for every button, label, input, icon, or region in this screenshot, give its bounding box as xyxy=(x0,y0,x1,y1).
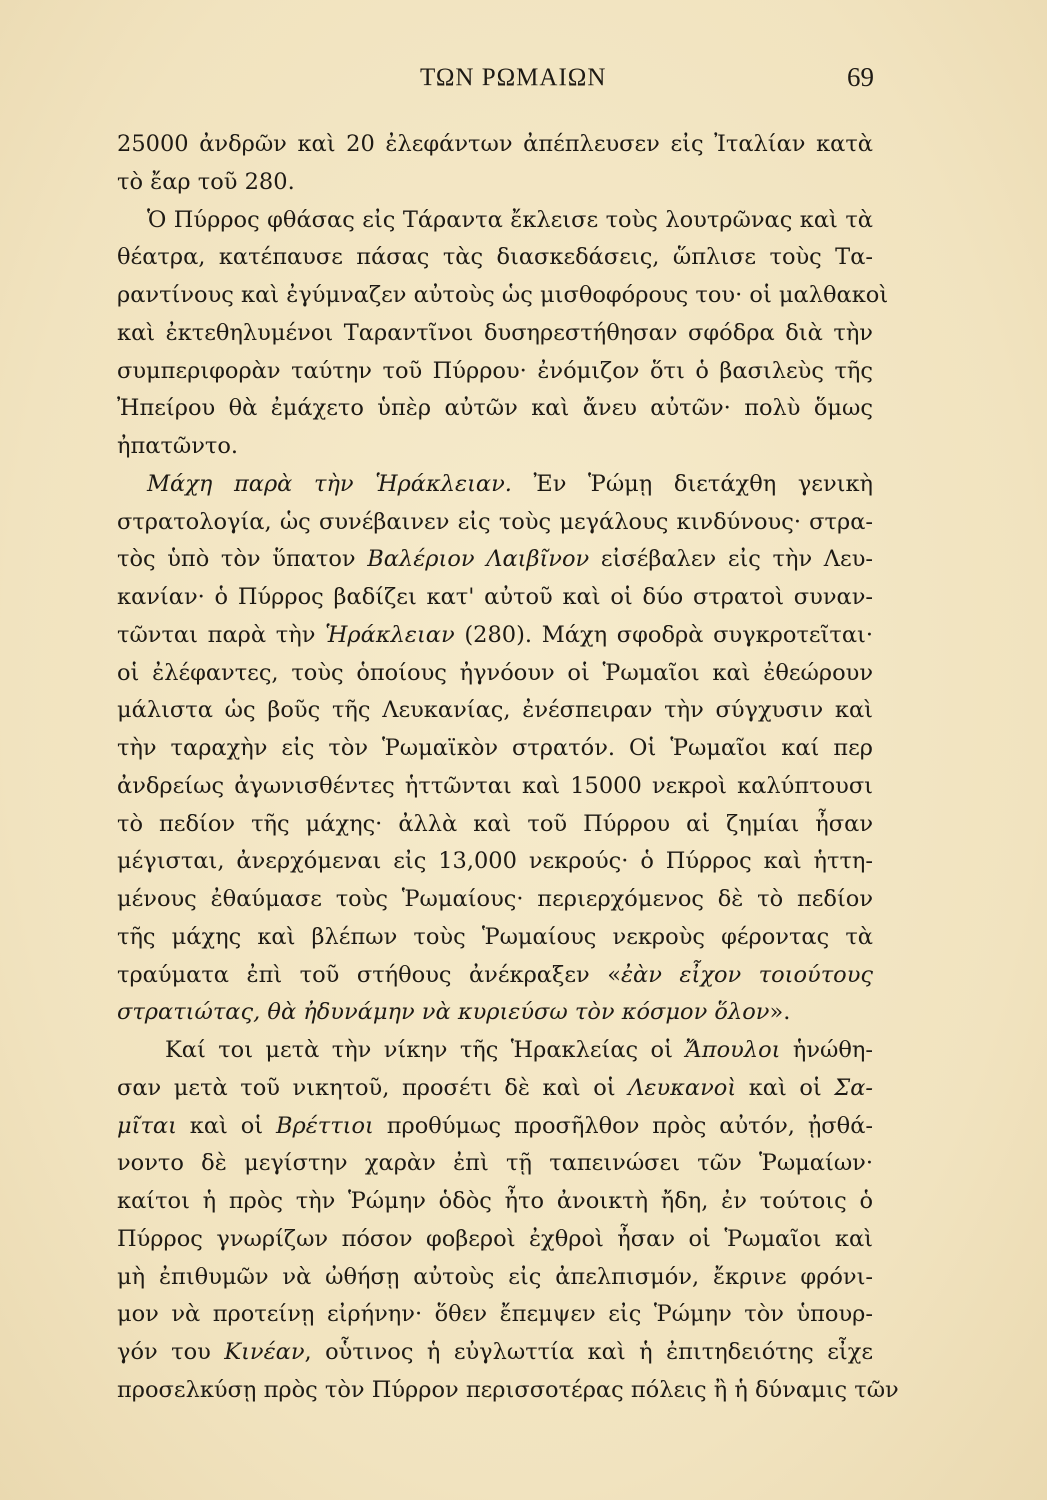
text-line: νοντο δὲ μεγίστην χαρὰν ἐπὶ τῇ ταπεινώσει τῶν Ῥωμαίων· xyxy=(117,1150,873,1177)
text-line: μένους ἐθαύμασε τοὺς Ῥωμαίους· περιερχόμενος δὲ τὸ πεδίον xyxy=(117,886,873,912)
text-line: μέγισται, ἀνερχόμεναι εἰς 13,000 νεκρούς· ὁ Πύρρος καὶ ἡττη- xyxy=(117,848,873,875)
running-head xyxy=(0,60,1047,100)
text-line: μῖται καὶ οἱ Βρέττιοι προθύμως προσῆλθον πρὸς αὐτόν, ᾐσθά- xyxy=(117,1112,873,1139)
text-line: συμπεριφορὰν ταύτην τοῦ Πύρρου· ἐνόμιζον ὅτι ὁ βασιλεὺς τῆς xyxy=(117,357,873,384)
text-line: μον νὰ προτείνῃ εἰρήνην· ὅθεν ἔπεμψεν εἰς Ῥώμην τὸν ὑπουρ- xyxy=(117,1301,873,1328)
text-line: μάλιστα ὡς βοῦς τῆς Λευκανίας, ἐνέσπειραν τὴν σύγχυσιν καὶ xyxy=(117,697,873,724)
text-line: Πύρρος γνωρίζων πόσον φοβεροὶ ἐχθροὶ ἦσαν οἱ Ῥωμαῖοι καὶ xyxy=(117,1225,873,1252)
text-line: στρατιώτας, θὰ ἠδυνάμην νὰ κυριεύσω τὸν κόσμον ὅλον». xyxy=(117,999,791,1026)
text-line: οἱ ἐλέφαντες, τοὺς ὁποίους ἠγνόουν οἱ Ῥωμαῖοι καὶ ἐθεώρουν xyxy=(117,659,873,686)
text-line: θέατρα, κατέπαυσε πάσας τὰς διασκεδάσεις, ὥπλισε τοὺς Τα- xyxy=(117,244,873,271)
running-title: ΤΩΝ ΡΩΜΑΙΩΝ xyxy=(420,64,607,91)
page-number: 69 xyxy=(847,62,874,92)
text-line: σαν μετὰ τοῦ νικητοῦ, προσέτι δὲ καὶ οἱ Λευκανοὶ καὶ οἱ Σα- xyxy=(117,1074,874,1101)
text-line: Ὁ Πύρρος φθάσας εἰς Τάραντα ἔκλεισε τοὺς λουτρῶνας καὶ τὰ xyxy=(147,206,873,233)
text-line: 25000 ἀνδρῶν καὶ 20 ἐλεφάντων ἀπέπλευσεν εἰς Ἰταλίαν κατὰ xyxy=(117,131,873,157)
text-line: κανίαν· ὁ Πύρρος βαδίζει κατ' αὐτοῦ καὶ οἱ δύο στρατοὶ συναν- xyxy=(117,584,873,610)
text-line: τὸς ὑπὸ τὸν ὕπατον Βαλέριον Λαιβῖνον εἰσέβαλεν εἰς τὴν Λευ- xyxy=(117,546,873,573)
text-line: γόν του Κινέαν, οὗτινος ἡ εὐγλωττία καὶ ἡ ἐπιτηδειότης εἶχε xyxy=(117,1339,874,1365)
text-line: τὸ ἔαρ τοῦ 280. xyxy=(117,168,295,195)
text-line: τραύματα ἐπὶ τοῦ στήθους ἀνέκραξεν «ἐὰν εἶχον τοιούτους xyxy=(117,961,873,988)
text-line: ραντίνους καὶ ἐγύμναζεν αὐτοὺς ὡς μισθοφόρους του· οἱ μαλθακοὶ xyxy=(117,282,889,308)
text-line: καίτοι ἡ πρὸς τὴν Ῥώμην ὁδὸς ἦτο ἀνοικτὴ ἤδη, ἐν τούτοις ὁ xyxy=(117,1188,873,1214)
text-line: τὴν ταραχὴν εἰς τὸν Ῥωμαϊκὸν στρατόν. Οἱ Ῥωμαῖοι καί περ xyxy=(117,735,873,761)
text-line: τῆς μάχης καὶ βλέπων τοὺς Ῥωμαίους νεκροὺς φέροντας τὰ xyxy=(117,923,873,950)
body-text xyxy=(117,126,899,1410)
text-line: Καί τοι μετὰ τὴν νίκην τῆς Ἡρακλείας οἱ Ἄπουλοι ἡνώθη- xyxy=(165,1037,873,1063)
text-line: Ἠπείρου θὰ ἐμάχετο ὑπὲρ αὐτῶν καὶ ἄνευ αὐτῶν· πολὺ ὅμως xyxy=(117,395,873,422)
text-line: καὶ ἐκτεθηλυμένοι Ταραντῖνοι δυσηρεστήθησαν σφόδρα διὰ τὴν xyxy=(117,319,873,346)
text-line: τὸ πεδίον τῆς μάχης· ἀλλὰ καὶ τοῦ Πύρρου αἱ ζημίαι ἦσαν xyxy=(117,810,873,837)
text-line: μὴ ἐπιθυμῶν νὰ ὠθήσῃ αὐτοὺς εἰς ἀπελπισμόν, ἔκρινε φρόνι- xyxy=(117,1263,873,1290)
text-line: στρατολογία, ὡς συνέβαινεν εἰς τοὺς μεγάλους κινδύνους· στρα- xyxy=(117,508,873,535)
text-line: τῶνται παρὰ τὴν Ἡράκλειαν (280). Μάχη σφοδρὰ συγκροτεῖται· xyxy=(117,621,873,648)
text-line: ἀνδρείως ἀγωνισθέντες ἡττῶνται καὶ 15000 νεκροὶ καλύπτουσι xyxy=(117,772,873,799)
text-line: ἠπατῶντο. xyxy=(117,433,239,459)
section-heading-line: Μάχη παρὰ τὴν Ἡράκλειαν. Ἐν Ῥώμῃ διετάχθη γενικὴ xyxy=(147,470,873,497)
section-heading: Μάχη παρὰ τὴν Ἡράκλειαν. xyxy=(147,470,512,497)
text-line: προσελκύσῃ πρὸς τὸν Πύρρον περισσοτέρας πόλεις ἢ ἡ δύναμις τῶν xyxy=(117,1376,899,1403)
